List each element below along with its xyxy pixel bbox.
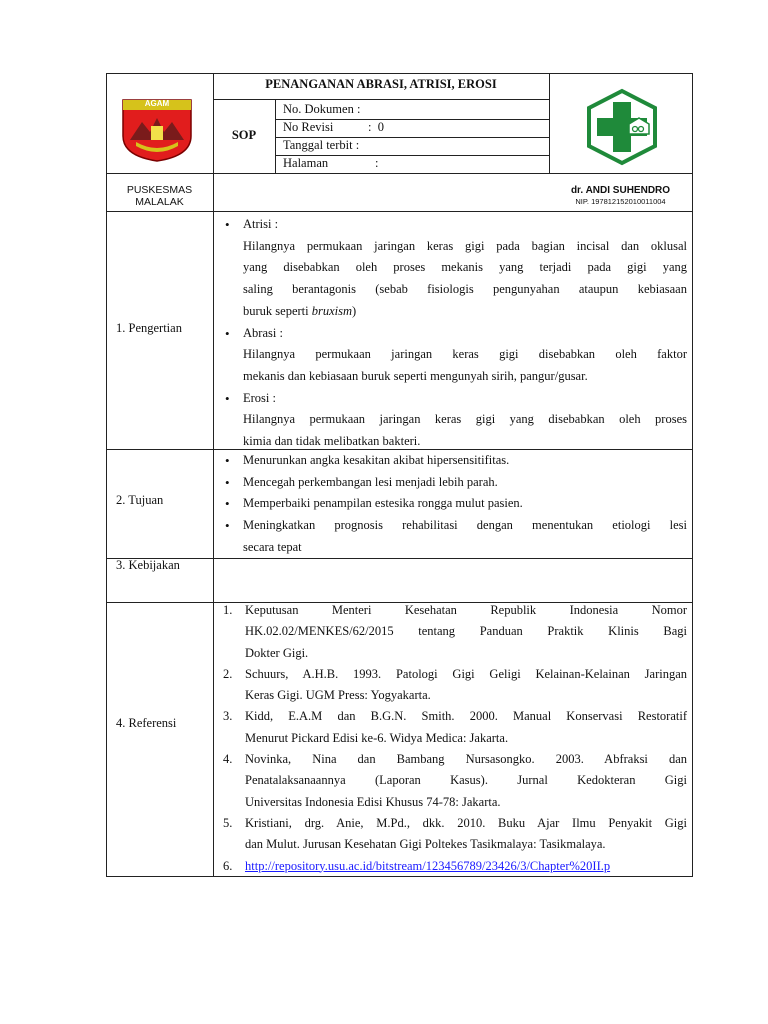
pengertian-item-abrasi: • Abrasi : Hilangnya permukaan jaringan keras gigi disebabkan oleh faktor mekanis dan kebiasaan buruk seperti mengunyah sirih, pangur/gusar. <box>215 323 687 388</box>
sop-label: SOP <box>231 128 257 142</box>
meta-halaman: Halaman : <box>283 156 379 170</box>
referensi-item: 1. Keputusan Menteri Kesehatan Republik Indonesia Nomor HK.02.02/MENKES/62/2015 tentang Panduan Praktik Klinis Bagi Dokter Gigi. <box>223 603 687 660</box>
signer-name: dr. ANDI SUHENDRO <box>570 185 671 196</box>
tujuan-item: • Meningkatkan prognosis rehabilitasi dengan menentukan etiologi lesi secara tepat <box>215 515 687 558</box>
meta-no-revisi: No Revisi : 0 <box>283 120 384 134</box>
referensi-link[interactable]: http://repository.usu.ac.id/bitstream/123456789/23426/3/Chapter%20II.p <box>245 858 611 873</box>
pengertian-item-erosi: • Erosi : Hilangnya permukaan jaringan keras gigi yang disebabkan oleh proses kimia dan tidak melibatkan bakteri. <box>215 388 687 453</box>
referensi-item: 5. Kristiani, drg. Anie, M.Pd., dkk. 2010. Buku Ajar Ilmu Penyakit Gigi dan Mulut. Jurusan Kesehatan Gigi Poltekes Tasikmalaya: Tasikmalaya. <box>223 815 687 852</box>
referensi-item: 3. Kidd, E.A.M dan B.G.N. Smith. 2000. Manual Konservasi Restoratif Menurut Pickard Edisi ke-6. Widya Medica: Jakarta. <box>223 709 687 745</box>
referensi-list <box>215 600 687 877</box>
referensi-item: 6. http://repository.usu.ac.id/bitstream/123456789/23426/3/Chapter%20II.p <box>223 858 611 873</box>
meta-no-dokumen: No. Dokumen : <box>283 102 361 116</box>
referensi-item: 2. Schuurs, A.H.B. 1993. Patologi Gigi Geligi Kelainan-Kelainan Jaringan Keras Gigi. UGM Press: Yogyakarta. <box>223 666 687 703</box>
org-name: PUSKESMAS MALALAK <box>126 184 193 208</box>
tujuan-item: • Mencegah perkembangan lesi menjadi lebih parah. <box>215 472 687 494</box>
referensi-item: 4. Novinka, Nina dan Bambang Nursasongko. 2003. Abfraksi dan Penatalaksanaannya (Laporan Kasus). Jurnal Kedokteran Gigi Universitas Indonesia Edisi Khusus 74-78: Jakarta. <box>223 752 687 809</box>
section-label-tujuan: 2. Tujuan <box>116 493 164 507</box>
meta-tanggal-terbit: Tanggal terbit : <box>283 138 360 152</box>
signer-nip: NIP. 197812152010011004 <box>575 197 666 206</box>
agam-logo <box>120 96 194 162</box>
pengertian-item-atrisi: • Atrisi : Hilangnya permukaan jaringan keras gigi pada bagian incisal dan oklusal yang disebabkan oleh proses mekanis yang terjadi pada gigi yang saling berantagonis (sebab fisiologis pengunyahan ataupun kebiasaan buruk seperti bruxism) <box>215 214 687 323</box>
puskesmas-logo <box>583 88 661 166</box>
section-label-pengertian: 1. Pengertian <box>116 321 182 335</box>
tujuan-item: • Memperbaiki penampilan estesika rongga mulut pasien. <box>215 493 687 515</box>
section-label-referensi: 4. Referensi <box>116 716 177 730</box>
tujuan-item: • Menurunkan angka kesakitan akibat hipersensitifitas. <box>215 450 687 472</box>
agam-logo-text: AGAM <box>144 99 170 108</box>
section-label-kebijakan: 3. Kebijakan <box>116 558 180 572</box>
tujuan-list <box>215 450 687 559</box>
document-title: PENANGANAN ABRASI, ATRISI, EROSI <box>265 77 497 91</box>
pengertian-list <box>215 214 687 453</box>
